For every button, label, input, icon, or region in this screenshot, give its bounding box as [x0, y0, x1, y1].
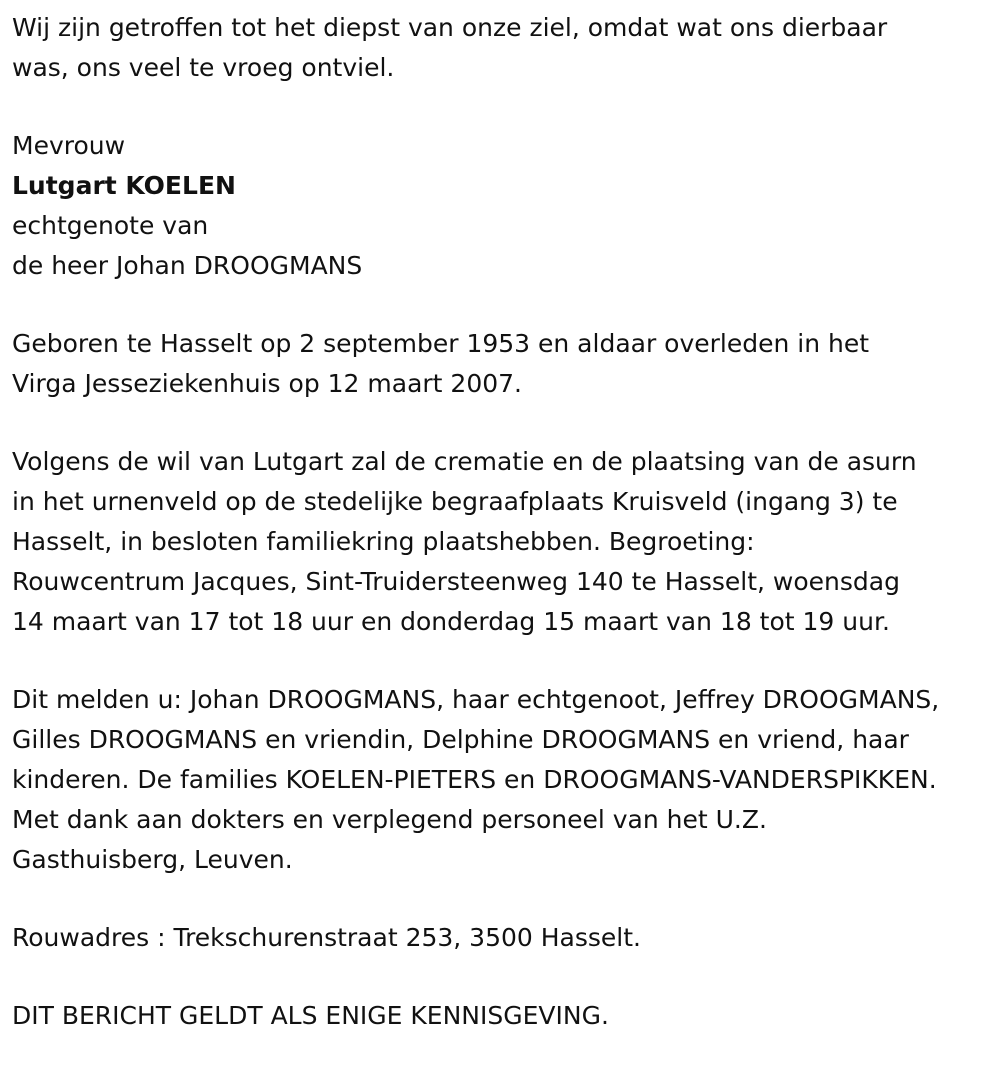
intro-line-2: was, ons veel te vroeg ontviel.	[12, 53, 395, 82]
deceased-relation: echtgenote van	[12, 211, 209, 240]
address-section	[12, 918, 988, 958]
announcers-section	[12, 680, 988, 880]
announcers-line-1: Dit melden u: Johan DROOGMANS, haar echtgenoot, Jeffrey DROOGMANS,	[12, 685, 940, 714]
ceremony-line-3: Hasselt, in besloten familiekring plaatshebben. Begroeting:	[12, 527, 755, 556]
ceremony-line-4: Rouwcentrum Jacques, Sint-Truidersteenweg 140 te Hasselt, woensdag	[12, 567, 900, 596]
birth-death-section	[12, 324, 988, 404]
mourning-address: Rouwadres : Trekschurenstraat 253, 3500 Hasselt.	[12, 923, 641, 952]
ceremony-line-2: in het urnenveld op de stedelijke begraafplaats Kruisveld (ingang 3) te	[12, 487, 898, 516]
deceased-name: Lutgart KOELEN	[12, 171, 236, 200]
announcers-line-4: Met dank aan dokters en verplegend personeel van het U.Z.	[12, 805, 767, 834]
birth-death-line-2: Virga Jesseziekenhuis op 12 maart 2007.	[12, 369, 522, 398]
ceremony-line-5: 14 maart van 17 tot 18 uur en donderdag 15 maart van 18 tot 19 uur.	[12, 607, 890, 636]
notice-section	[12, 996, 988, 1036]
notice-text: DIT BERICHT GELDT ALS ENIGE KENNISGEVING.	[12, 1001, 609, 1030]
intro-section	[12, 8, 988, 88]
intro-line-1: Wij zijn getroffen tot het diepst van onze ziel, omdat wat ons dierbaar	[12, 13, 888, 42]
deceased-title: Mevrouw	[12, 131, 126, 160]
deceased-spouse: de heer Johan DROOGMANS	[12, 251, 363, 280]
announcers-line-5: Gasthuisberg, Leuven.	[12, 845, 293, 874]
birth-death-line-1: Geboren te Hasselt op 2 september 1953 en aldaar overleden in het	[12, 329, 870, 358]
announcers-line-2: Gilles DROOGMANS en vriendin, Delphine DROOGMANS en vriend, haar	[12, 725, 909, 754]
ceremony-line-1: Volgens de wil van Lutgart zal de crematie en de plaatsing van de asurn	[12, 447, 917, 476]
deceased-section	[12, 126, 988, 286]
ceremony-section	[12, 442, 988, 642]
announcers-line-3: kinderen. De families KOELEN-PIETERS en DROOGMANS-VANDERSPIKKEN.	[12, 765, 937, 794]
